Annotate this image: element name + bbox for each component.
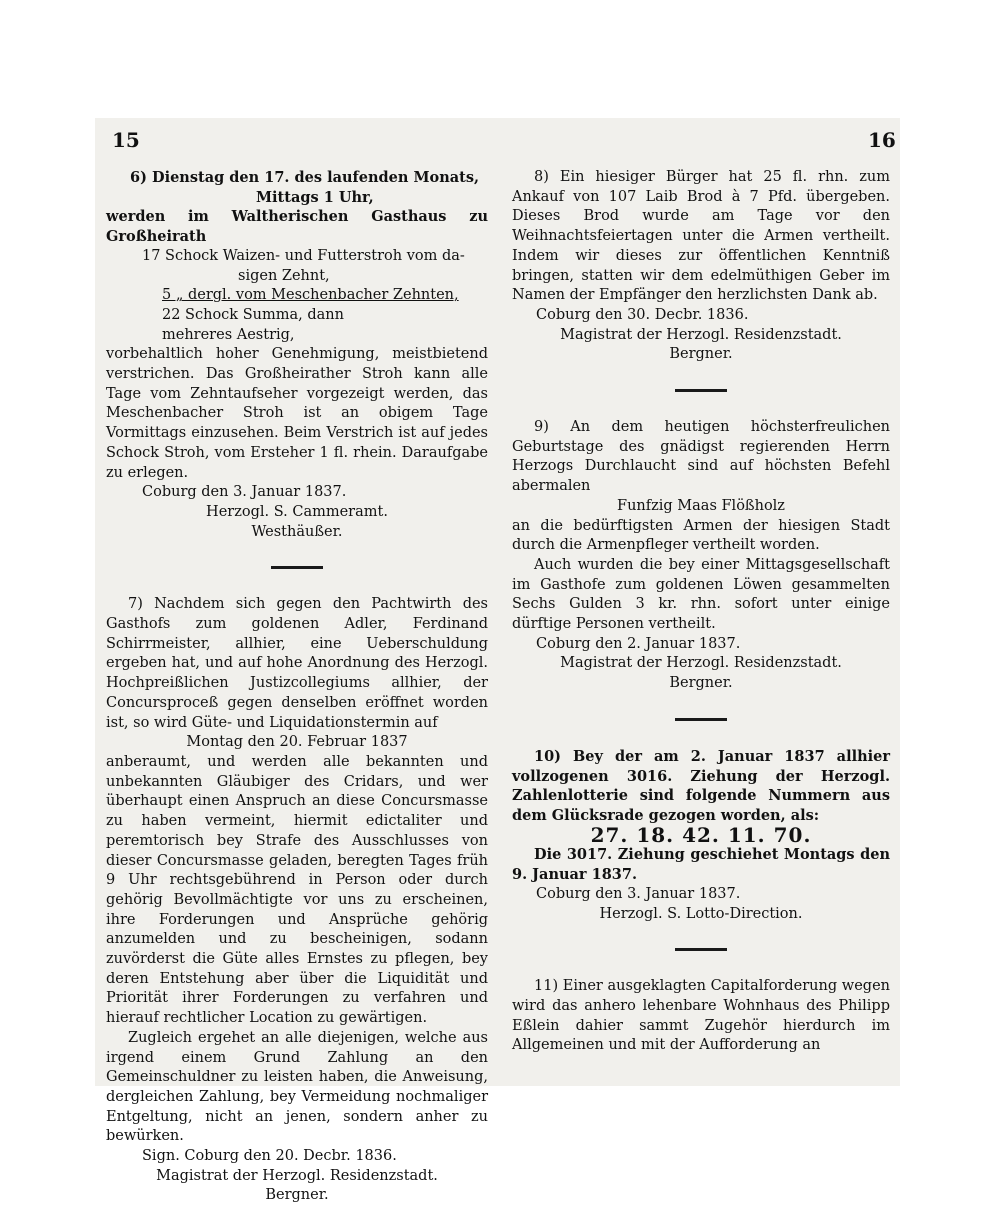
notice-10-date: Coburg den 3. Januar 1837. xyxy=(536,885,741,902)
right-column xyxy=(512,168,890,1056)
right-page-number: 16 xyxy=(868,128,896,152)
notice-7-signature-name: Bergner. xyxy=(265,1187,329,1204)
notice-8-date: Coburg den 30. Decbr. 1836. xyxy=(536,306,749,323)
notice-8-body: 8) Ein hiesiger Bürger hat 25 fl. rhn. zum Ankauf von 107 Laib Brod à 7 Pfd. übergeben. Dieses Brod wurde am Tage vor den Weihnachtsfeiertagen unter die Armen vertheilt. Indem wir dieses zur öffentlichen Kenntniß bringen, statten wir dem edelmüthigen Geber im Namen der Empfänger den herzlichsten Dank ab. xyxy=(512,169,890,304)
notice-7-body-1: 7) Nachdem sich gegen den Pachtwirth des Gasthofs zum goldenen Adler, Ferdinand Schirrmeister, allhier, eine Ueberschuldung ergeben hat, und auf hohe Anordnung des Herzogl. Hochpreißlichen Justizcollegiums allhier, der Concursproceß gegen denselben eröffnet worden ist, so wird Güte- und Liquidationstermin auf xyxy=(106,596,488,731)
section-divider xyxy=(675,718,727,721)
section-divider xyxy=(271,566,323,569)
notice-10-body-1: 10) Bey der am 2. Januar 1837 allhier vollzogenen 3016. Ziehung der Herzogl. Zahlenlotterie sind folgende Nummern aus dem Glücksrade gezogen worden, als: xyxy=(512,747,890,824)
notice-6-signature-office: Herzogl. S. Cammeramt. xyxy=(206,503,388,520)
notice-6-body: vorbehaltlich hoher Genehmigung, meistbietend verstrichen. Das Großheirather Stroh kann alle Tage vom Zehntaufseher vorgezeigt werden, das Meschenbacher Stroh ist an obigem Tage Vormittags einzusehen. Beim Verstrich ist auf jedes Schock Stroh, vom Ersteher 1 fl. rhein. Daraufgabe zu erlegen. xyxy=(106,346,488,481)
notice-6-line-5: sigen Zehnt, xyxy=(238,267,330,284)
notice-6 xyxy=(106,168,488,542)
notice-9-signature-name: Bergner. xyxy=(669,675,733,692)
notice-9-body-2: an die bedürftigsten Armen der hiesigen Stadt durch die Armenpfleger vertheilt worden. xyxy=(512,517,890,554)
notice-6-signature-name: Westhäußer. xyxy=(251,523,343,540)
notice-9-signature-office: Magistrat der Herzogl. Residenzstadt. xyxy=(560,655,842,672)
notice-6-line-3: werden im Waltherischen Gasthaus zu Großheirath xyxy=(106,208,488,246)
left-column xyxy=(106,168,488,1206)
notice-11-body: 11) Einer ausgeklagten Capitalforderung wegen wird das anhero lehenbare Wohnhaus des Philipp Eßlein dahier sammt Zugehör hierdurch im Allgemeinen und mit der Aufforderung an xyxy=(512,978,890,1054)
left-page-number: 15 xyxy=(112,128,140,152)
notice-7-body-3: Zugleich ergehet an alle diejenigen, welche aus irgend einem Grund Zahlung an den Gemeinschuldner zu leisten haben, die Anweisung, dergleichen Zahlung, bey Vermeidung nochmaliger Entgeltung, nicht an jenen, sondern anher zu bewürken. xyxy=(106,1029,488,1145)
notice-6-line-8: mehreres Aestrig, xyxy=(162,326,295,343)
notice-10-signature-office: Herzogl. S. Lotto-Direction. xyxy=(599,905,803,922)
notice-11 xyxy=(512,977,890,1056)
notice-9-body-3: Auch wurden die bey einer Mittagsgesellschaft im Gasthofe zum goldenen Löwen gesammelten Sechs Gulden 3 kr. rhn. sofort unter einige dürftige Personen vertheilt. xyxy=(512,556,890,633)
notice-7-body-2: anberaumt, und werden alle bekannten und unbekannten Gläubiger des Cridars, und wer überhaupt einen Anspruch an diese Concursmasse zu haben vermeint, hiermit edictaliter und peremtorisch bey Strafe des Ausschlusses von dieser Concursmasse geladen, beregten Tages früh 9 Uhr rechtsgebührend in Person oder durch gehörig Bevollmächtigte vor uns zu erscheinen, ihre Forderungen und Ansprüche gehörig anzumelden und zu bescheinigen, sodann zuvörderst die Güte alles Ernstes zu pflegen, bey deren Entstehung aber über die Liquidität und Priorität ihrer Forderungen zu verfahren und hierauf rechtlicher Location zu gewärtigen. xyxy=(106,753,488,1027)
notice-10-body-2: Die 3017. Ziehung geschiehet Montags den 9. Januar 1837. xyxy=(512,846,890,884)
notice-9-body-1: 9) An dem heutigen höchsterfreulichen Geburtstage des gnädigst regierenden Herrn Herzogs Durchlaucht sind auf höchsten Befehl abermalen xyxy=(512,419,890,495)
notice-6-line-4: 17 Schock Waizen- und Futterstroh vom da- xyxy=(142,247,465,264)
notice-9-date: Coburg den 2. Januar 1837. xyxy=(536,635,741,652)
notice-6-line-2: Mittags 1 Uhr, xyxy=(256,188,374,206)
notice-6-line-1: 6) Dienstag den 17. des laufenden Monats, xyxy=(130,169,480,186)
notice-7-signature-office: Magistrat der Herzogl. Residenzstadt. xyxy=(156,1167,438,1184)
notice-7 xyxy=(106,595,488,1206)
notice-8 xyxy=(512,168,890,365)
notice-7-date-line: Montag den 20. Februar 1837 xyxy=(186,734,408,751)
notice-6-line-7: 22 Schock Summa, dann xyxy=(162,306,344,323)
notice-9-center-line: Funfzig Maas Flößholz xyxy=(617,497,785,514)
notice-10 xyxy=(512,747,890,924)
section-divider xyxy=(675,389,727,392)
notice-6-line-6: 5 „ dergl. vom Meschenbacher Zehnten, xyxy=(162,287,459,304)
notice-9 xyxy=(512,418,890,694)
lottery-numbers: 27. 18. 42. 11. 70. xyxy=(590,822,812,847)
notice-8-signature-office: Magistrat der Herzogl. Residenzstadt. xyxy=(560,326,842,343)
notice-6-date: Coburg den 3. Januar 1837. xyxy=(142,484,347,501)
section-divider xyxy=(675,948,727,951)
notice-8-signature-name: Bergner. xyxy=(669,346,733,363)
notice-7-date: Sign. Coburg den 20. Decbr. 1836. xyxy=(142,1148,397,1165)
